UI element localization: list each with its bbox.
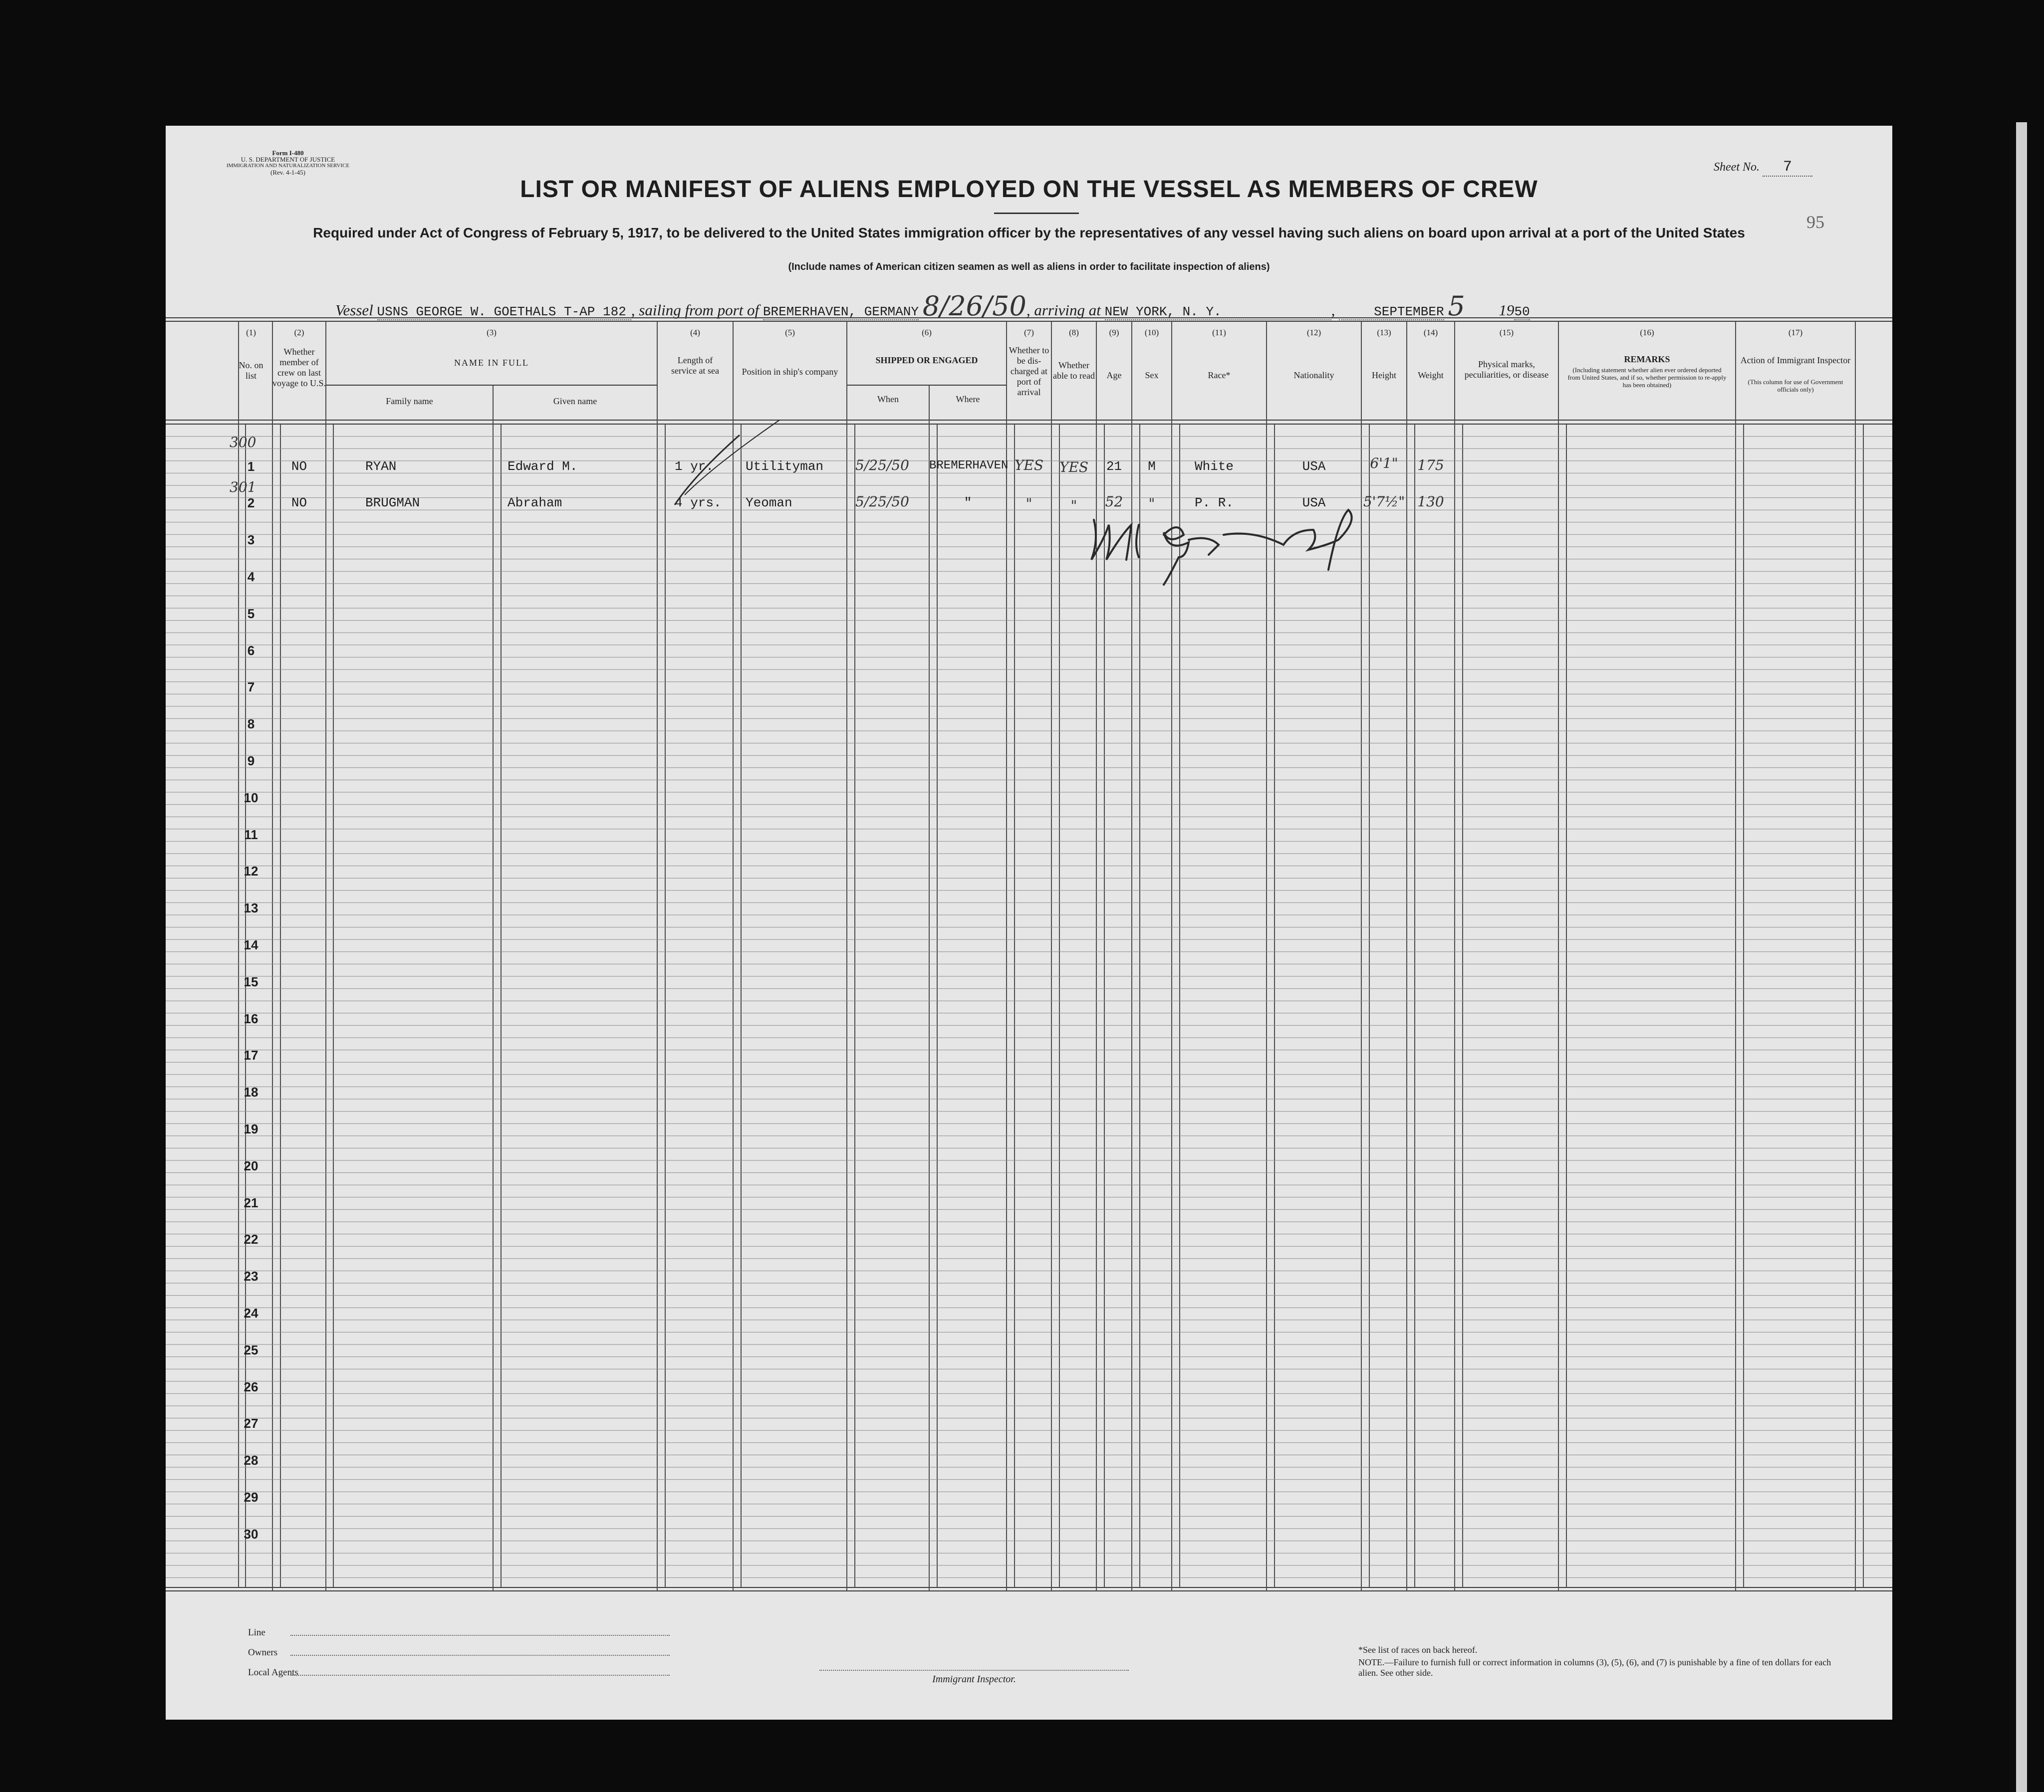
sex-cell: " xyxy=(1148,495,1155,512)
col-4-number: (4) xyxy=(690,328,700,337)
subnote: (Include names of American citizen seamen as well as aliens in order to facilitate inspection of aliens) xyxy=(788,261,1270,272)
manifest-sheet xyxy=(166,126,1892,1720)
line-number: 26 xyxy=(244,1379,258,1394)
col-2-number: (2) xyxy=(294,328,304,337)
form-number: Form I-480 xyxy=(272,149,304,157)
col-4-header: Length of service at sea xyxy=(671,355,719,376)
col-12-header: Nationality xyxy=(1293,370,1334,380)
last-voyage-cell: NO xyxy=(291,459,307,474)
immigrant-inspector-label: Immigrant Inspector. xyxy=(819,1670,1129,1685)
line-number: 28 xyxy=(244,1453,258,1468)
family-name-cell: RYAN xyxy=(365,459,397,474)
col-15-number: (15) xyxy=(1499,328,1514,337)
age-cell: 21 xyxy=(1106,459,1122,474)
inspector-signature xyxy=(166,126,1892,1720)
service-cell: 1 yr. xyxy=(675,459,714,474)
race-cell: P. R. xyxy=(1195,495,1234,510)
weight-cell: 175 xyxy=(1417,457,1444,473)
col-17-header: Action of Immigrant Inspector xyxy=(1740,355,1851,365)
line-number: 17 xyxy=(244,1048,258,1063)
arrival-port: NEW YORK, N. Y. xyxy=(1105,304,1331,320)
sheet-value: 7 xyxy=(1763,159,1812,177)
nationality-cell: USA xyxy=(1302,459,1326,474)
given-name-header: Given name xyxy=(553,396,597,406)
col-16-number: (16) xyxy=(1640,328,1654,337)
form-department: U. S. DEPARTMENT OF JUSTICE xyxy=(241,156,335,163)
line-number: 20 xyxy=(244,1158,258,1173)
col-13-header: Height xyxy=(1372,370,1396,380)
col-9-header: Age xyxy=(1106,370,1122,380)
line-number: 2 xyxy=(247,495,255,510)
discharged-cell: YES xyxy=(1014,457,1044,473)
sex-cell: M xyxy=(1148,459,1156,474)
col-14-number: (14) xyxy=(1423,328,1438,337)
line-number: 12 xyxy=(244,864,258,879)
subtitle: Required under Act of Congress of February 5, 1917, to be delivered to the United States immigration officer by the representatives of any vessel having such aliens on board upon arrival at a port of the United States xyxy=(313,225,1745,240)
line-number: 19 xyxy=(244,1121,258,1136)
age-cell: 52 xyxy=(1105,493,1123,510)
races-note: *See list of races on back hereof. xyxy=(1358,1645,1478,1655)
col-14-header: Weight xyxy=(1418,370,1444,380)
sailing-date: 8/26/50 xyxy=(922,290,1026,322)
line-number: 3 xyxy=(247,532,255,547)
height-cell: 5'7½" xyxy=(1363,493,1405,510)
page-title: LIST OR MANIFEST OF ALIENS EMPLOYED ON THE VESSEL AS MEMBERS OF CREW xyxy=(520,176,1538,203)
col-8-header: Whether able to read xyxy=(1053,360,1095,381)
col-6-header: SHIPPED OR ENGAGED xyxy=(875,355,978,365)
line-number: 7 xyxy=(247,679,255,694)
col-1-header: No. on list xyxy=(239,360,263,381)
col-3-number: (3) xyxy=(487,328,497,337)
line-number: 22 xyxy=(244,1232,258,1247)
line-label: Line xyxy=(248,1627,265,1638)
col-15-header: Physical marks, peculiarities, or disease xyxy=(1464,359,1549,380)
col-5-header: Position in ship's company xyxy=(742,367,838,377)
line-number: 4 xyxy=(247,569,255,584)
arrival-month: SEPTEMBER xyxy=(1339,304,1444,320)
read-cell: YES xyxy=(1059,459,1089,475)
line-number: 10 xyxy=(244,790,258,805)
last-voyage-cell: NO xyxy=(291,495,307,510)
line-number: 29 xyxy=(244,1490,258,1505)
film-edge xyxy=(2016,122,2027,1792)
col-7-number: (7) xyxy=(1024,328,1034,337)
line-number: 13 xyxy=(244,900,258,915)
line-number: 25 xyxy=(244,1343,258,1357)
col-11-header: Race* xyxy=(1208,370,1231,380)
line-number: 14 xyxy=(244,937,258,952)
line-number: 5 xyxy=(247,606,255,621)
owners-label: Owners xyxy=(248,1647,278,1658)
position-cell: Yeoman xyxy=(746,495,792,510)
line-number: 9 xyxy=(247,753,255,768)
form-service: IMMIGRATION AND NATURALIZATION SERVICE xyxy=(226,163,350,169)
serial-number: 301 xyxy=(230,479,256,495)
line-number: 1 xyxy=(247,459,255,474)
line-number: 21 xyxy=(244,1195,258,1210)
owners-field xyxy=(290,1655,670,1656)
col-5-number: (5) xyxy=(785,328,795,337)
col-2-header: Whether member of crew on last voyage to U.S. xyxy=(272,347,326,388)
when-header: When xyxy=(877,394,899,404)
local-agents-field xyxy=(290,1675,670,1676)
line-number: 8 xyxy=(247,716,255,731)
nationality-cell: USA xyxy=(1302,495,1326,510)
family-name-cell: BRUGMAN xyxy=(365,495,420,510)
serial-number: 300 xyxy=(230,434,256,450)
col-16-header: REMARKS xyxy=(1624,354,1670,364)
col-8-number: (8) xyxy=(1069,328,1079,337)
arrival-day: 5 xyxy=(1448,290,1465,322)
line-number: 6 xyxy=(247,643,255,658)
weight-cell: 130 xyxy=(1417,493,1444,510)
race-cell: White xyxy=(1195,459,1234,474)
col-13-number: (13) xyxy=(1377,328,1391,337)
line-number: 15 xyxy=(244,974,258,989)
given-name-cell: Abraham xyxy=(508,495,562,510)
vessel-name: USNS GEORGE W. GOETHALS T-AP 182 xyxy=(377,304,631,320)
col-12-number: (12) xyxy=(1306,328,1321,337)
line-number: 24 xyxy=(244,1306,258,1321)
line-number: 27 xyxy=(244,1416,258,1431)
when-cell: 5/25/50 xyxy=(855,457,909,473)
col-7-header: Whether to be dis-charged at port of arrival xyxy=(1009,345,1049,397)
departure-port: BREMERHAVEN, GERMANY xyxy=(763,304,919,319)
col-17-note: (This column for use of Government officials only) xyxy=(1748,378,1843,393)
discharged-cell: " xyxy=(1025,495,1032,512)
col-17-number: (17) xyxy=(1788,328,1803,337)
where-cell: " xyxy=(964,495,972,510)
family-name-header: Family name xyxy=(386,396,433,406)
sheet-label: Sheet No. xyxy=(1714,161,1760,174)
line-number: 16 xyxy=(244,1011,258,1026)
read-cell: " xyxy=(1070,497,1077,514)
line-field xyxy=(290,1635,670,1636)
col-10-number: (10) xyxy=(1144,328,1159,337)
height-cell: 6'1" xyxy=(1370,455,1398,471)
line-number: 30 xyxy=(244,1527,258,1542)
voyage-line: Vessel USNS GEORGE W. GOETHALS T-AP 182 , sailing from port of BREMERHAVEN, GERMANY 8/26/50, arriving at NEW YORK, N. Y. , SEPTEMBER 5 1950 xyxy=(335,290,1530,322)
year-prefix: 19 xyxy=(1499,301,1515,319)
arriving-label: , arriving at xyxy=(1026,301,1101,319)
col-6-number: (6) xyxy=(922,328,932,337)
line-number: 11 xyxy=(244,827,258,842)
when-cell: 5/25/50 xyxy=(855,493,909,510)
col-3-header: NAME IN FULL xyxy=(454,358,529,368)
col-16-note: (Including statement whether alien ever ordered deported from United States, and if so, whether permission to re-apply has been obtained) xyxy=(1567,366,1727,389)
where-cell: BREMERHAVEN xyxy=(929,459,1009,472)
where-header: Where xyxy=(956,394,980,404)
sailing-label: , sailing from port of xyxy=(631,301,760,319)
penalty-note: NOTE.—Failure to furnish full or correct information in columns (3), (5), (6), and (7) is punishable by a fine of ten dollars for each alien. See other side. xyxy=(1358,1657,1831,1678)
form-revision: (Rev. 4-1-45) xyxy=(270,169,305,176)
col-11-number: (11) xyxy=(1212,328,1226,337)
vessel-label: Vessel xyxy=(335,301,373,319)
stamp-number: 95 xyxy=(1806,212,1824,232)
col-1-number: (1) xyxy=(246,328,256,337)
line-number: 23 xyxy=(244,1269,258,1284)
col-10-header: Sex xyxy=(1145,370,1159,380)
given-name-cell: Edward M. xyxy=(508,459,578,474)
service-cell: 4 yrs. xyxy=(675,495,722,510)
line-number: 18 xyxy=(244,1085,258,1100)
position-cell: Utilityman xyxy=(746,459,824,474)
col-9-number: (9) xyxy=(1109,328,1119,337)
local-agents-label: Local Agents xyxy=(248,1667,298,1678)
year-suffix: 50 xyxy=(1514,304,1530,319)
